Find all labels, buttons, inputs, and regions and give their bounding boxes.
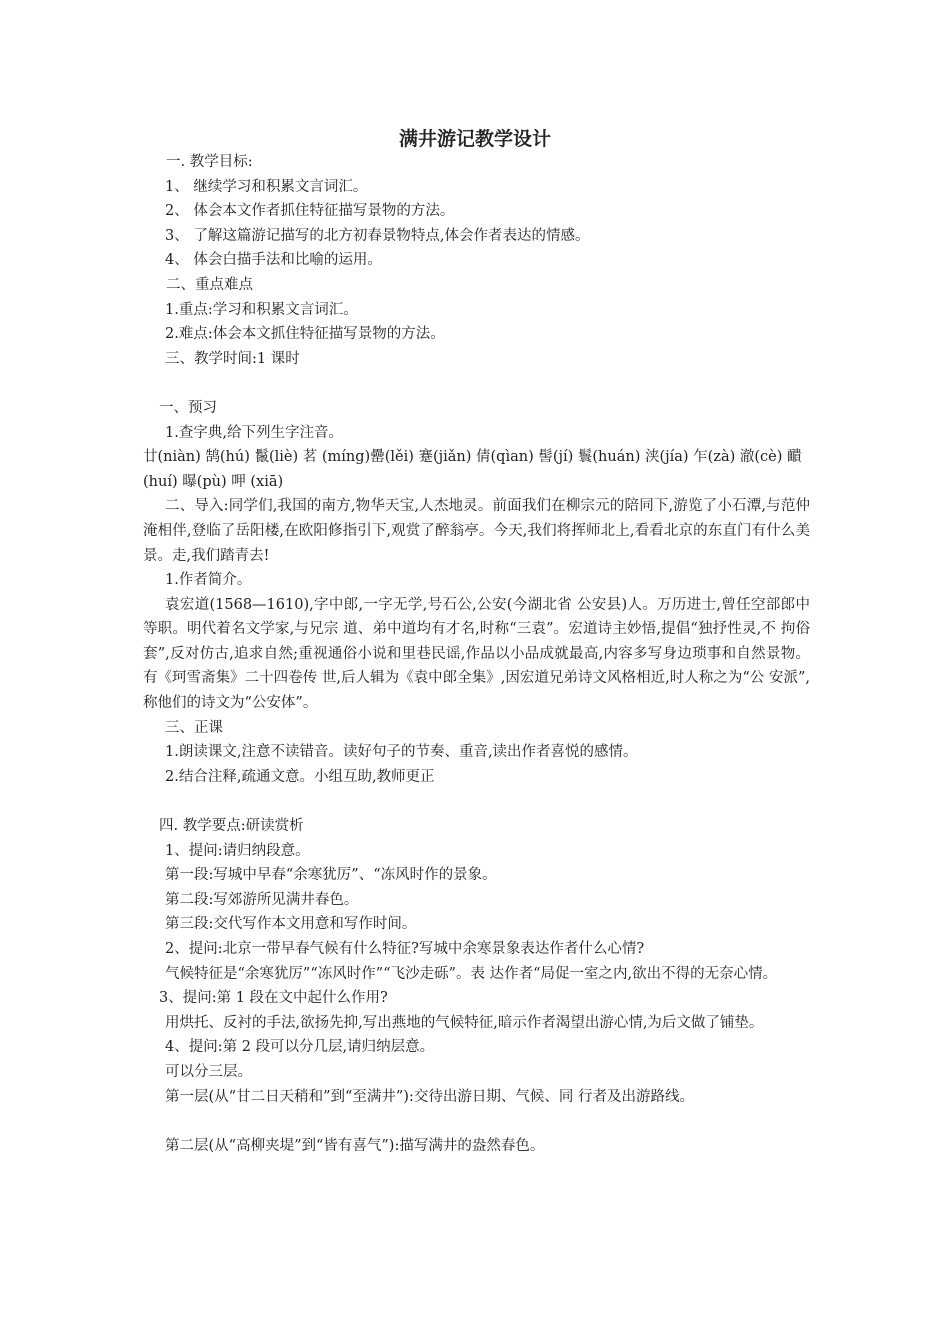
paragraph: 2.结合注释,疏通文意。小组互助,教师更正 bbox=[165, 768, 435, 785]
paragraph: 1、提问:请归纳段意。 bbox=[165, 842, 310, 859]
pinyin-list: 廿(niàn) 鹄(hú) 鬣(liè) 茗 (míng)罍(lěi) 蹇(jiǎn) 倩(qìan) 髻(jí) 鬟(huán) 浃(jía) 乍(zà) 澈(cè) 靧(huí) 曝(pù) 呷 (xiā) bbox=[143, 449, 802, 490]
section-heading: 一. 教学目标: bbox=[166, 154, 253, 170]
blank-line bbox=[143, 371, 810, 396]
paragraph: 2.难点:体会本文抓住特征描写景物的方法。 bbox=[165, 326, 445, 343]
document-body bbox=[143, 150, 810, 1158]
section-heading: 一、预习 bbox=[159, 399, 217, 416]
paragraph: 1.作者简介。 bbox=[165, 572, 252, 589]
objective-item: 2、 体会本文作者抓住特征描写景物的方法。 bbox=[165, 203, 455, 220]
objective-item: 1、 继续学习和积累文言词汇。 bbox=[165, 178, 368, 195]
paragraph: 2、提问:北京一带早春气候有什么特征?写城中余寒景象表达作者什么心情? bbox=[165, 941, 645, 957]
paragraph: 可以分三层。 bbox=[165, 1063, 252, 1080]
paragraph: 第一层(从“甘二日天稍和”到“至满井”):交待出游日期、气候、同 行者及出游路线。 bbox=[165, 1088, 694, 1105]
paragraph: 1.朗读课文,注意不读错音。读好句子的节奏、重音,读出作者喜悦的感情。 bbox=[165, 744, 638, 761]
section-heading: 三、教学时间:1 课时 bbox=[165, 350, 300, 367]
paragraph: 1.查字典,给下列生字注音。 bbox=[165, 424, 343, 441]
paragraph: 第二层(从“高柳夹堤”到“皆有喜气”):描写满井的盎然春色。 bbox=[165, 1137, 545, 1154]
paragraph: 第一段:写城中早春“余寒犹厉”、“冻风时作的景象。 bbox=[165, 867, 497, 884]
paragraph-just: 气候特征是“余寒犹厉”“冻风时作”“飞沙走砾”。表 达作者“局促一室之内,欲出不得的无奈心情。 bbox=[165, 965, 778, 982]
document-title: 满井游记教学设计 bbox=[398, 128, 551, 150]
paragraph-just: 用烘托、反衬的手法,欲扬先抑,写出燕地的气候特征,暗示作者渴望出游心情,为后文做了铺垫。 bbox=[165, 1014, 764, 1031]
paragraph-just: 袁宏道(1568—1610),字中郎,一字无学,号石公,公安(今湖北省 公安县)人。万历进士,曾任空部郎中等职。明代着名文学家,与兄宗 道、弟中道均有才名,时称“三袁”。宏道诗主妙悟,提倡“独抒性灵,不 拘俗套”,反对仿古,追求自然;重视通俗小说和里巷民谣,作品以小品成就最高,内容多写身边琐事和自然景物。有《珂雪斋集》二十四卷传 世,后人辑为《袁中郎全集》,因宏道兄弟诗文风格相近,时人称之为“公 安派”,称他们的诗文为“公安体”。 bbox=[143, 596, 810, 712]
blank-line bbox=[143, 789, 810, 814]
paragraph: 第二段:写郊游所见满井春色。 bbox=[165, 891, 359, 908]
paragraph-just: 二、导入:同学们,我国的南方,物华天宝,人杰地灵。前面我们在柳宗元的陪同下,游览了小石潭,与范仲淹相伴,登临了岳阳楼,在欧阳修指引下,观赏了醉翁亭。今天,我们将挥师北上,看看北京的东直门有什么美景。走,我们踏青去! bbox=[143, 498, 810, 564]
section-heading: 四. 教学要点:研读赏析 bbox=[159, 818, 304, 835]
paragraph: 第三段:交代写作本文用意和写作时间。 bbox=[165, 916, 417, 933]
objective-item: 3、 了解这篇游记描写的北方初春景物特点,体会作者表达的情感。 bbox=[165, 227, 590, 244]
paragraph: 3、提问:第 1 段在文中起什么作用? bbox=[159, 990, 388, 1007]
paragraph: 4、提问:第 2 段可以分几层,请归纳层意。 bbox=[165, 1039, 435, 1056]
blank-line bbox=[143, 1109, 810, 1134]
objective-item: 4、 体会白描手法和比喻的运用。 bbox=[165, 252, 382, 269]
paragraph: 1.重点:学习和积累文言词汇。 bbox=[165, 301, 358, 318]
section-heading: 二、重点难点 bbox=[166, 276, 253, 293]
section-heading: 三、正课 bbox=[165, 719, 223, 736]
